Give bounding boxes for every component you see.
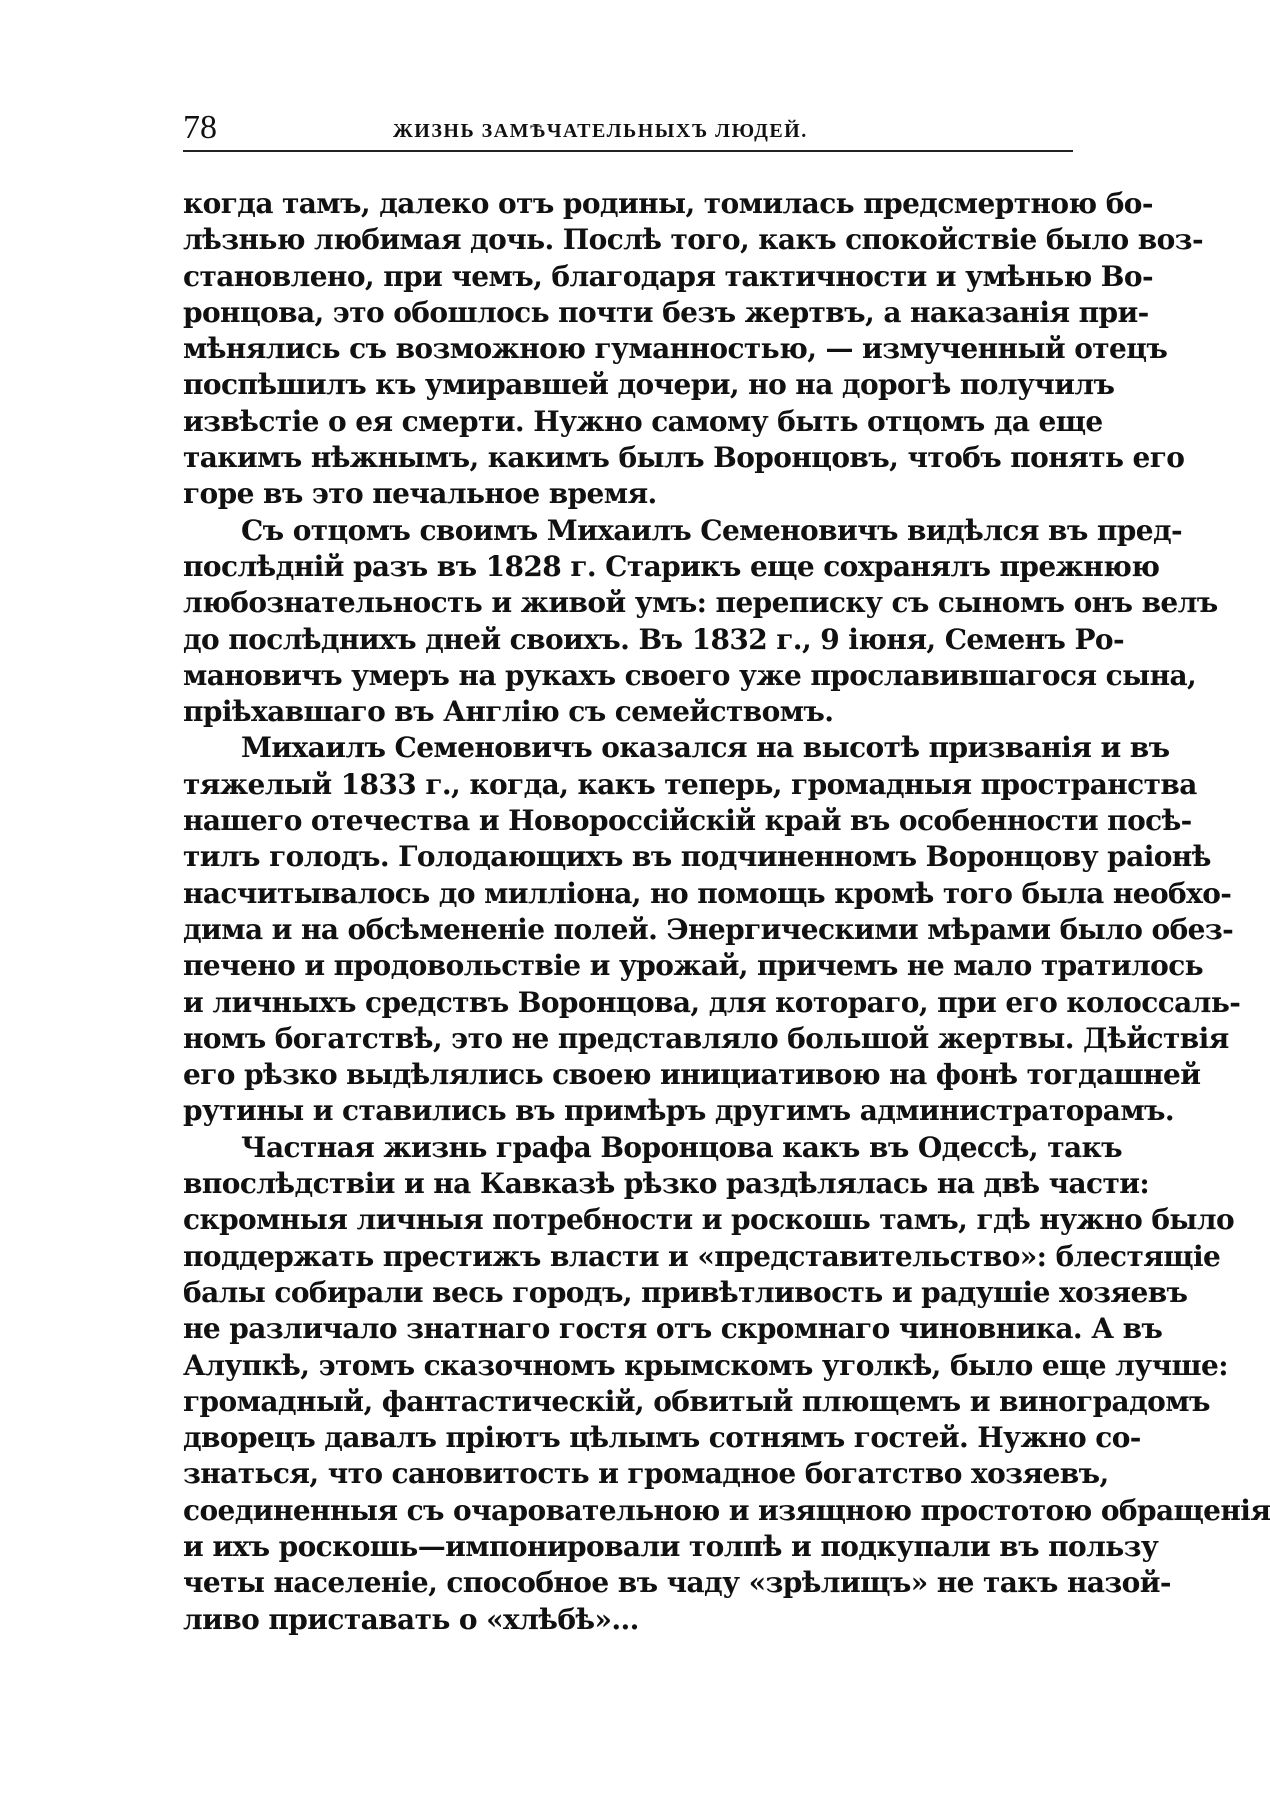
text-line: такимъ нѣжнымъ, какимъ былъ Воронцовъ, чтобъ понять его xyxy=(183,441,1185,475)
text-line: пріѣхавшаго въ Англію съ семействомъ. xyxy=(183,695,834,729)
text-line: Частная жизнь графа Воронцова какъ въ Одессѣ, такъ xyxy=(241,1130,1122,1164)
text-line: балы собирали весь городъ, привѣтливость и радушіе хозяевъ xyxy=(183,1275,1188,1309)
text-line: нашего отечества и Новороссійскій край въ особенности посѣ- xyxy=(183,804,1192,838)
text-line: дворецъ давалъ пріютъ цѣлымъ сотнямъ гостей. Нужно со- xyxy=(183,1421,1141,1455)
text-line: и личныхъ средствъ Воронцова, для котораго, при его колоссаль- xyxy=(183,985,1241,1019)
text-line: горе въ это печальное время. xyxy=(183,477,657,511)
body-text xyxy=(183,186,1270,1638)
text-line: ливо приставать о «хлѣбѣ»... xyxy=(183,1602,639,1636)
text-line: его рѣзко выдѣлялись своею инициативою на фонѣ тогдашней xyxy=(183,1058,1201,1092)
text-line: впослѣдствіи и на Кавказѣ рѣзко раздѣлялась на двѣ части: xyxy=(183,1167,1150,1201)
text-line: послѣдній разъ въ 1828 г. Старикъ еще сохранялъ прежнюю xyxy=(183,549,1160,583)
text-line: поддержать престижъ власти и «представительство»: блестящіе xyxy=(183,1239,1221,1273)
text-line: мѣнялись съ возможною гуманностью, — измученный отецъ xyxy=(183,332,1168,366)
text-line: до послѣднихъ дней своихъ. Въ 1832 г., 9 іюня, Семенъ Ро- xyxy=(183,622,1125,656)
text-line: четы населеніе, способное въ чаду «зрѣлищъ» не такъ назой- xyxy=(183,1566,1171,1600)
text-line: лѣзнью любимая дочь. Послѣ того, какъ спокойствіе было воз- xyxy=(183,223,1203,257)
text-line: любознательность и живой умъ: переписку съ сыномъ онъ велъ xyxy=(183,586,1218,620)
text-line: тяжелый 1833 г., когда, какъ теперь, громадныя пространства xyxy=(183,767,1197,801)
text-line: номъ богатствѣ, это не представляло большой жертвы. Дѣйствія xyxy=(183,1021,1229,1055)
text-line: ронцова, это обошлось почти безъ жертвъ, а наказанія при- xyxy=(183,295,1149,329)
text-line: соединенныя съ очаровательною и изящною простотою обращенія xyxy=(183,1493,1270,1527)
text-line: скромныя личныя потребности и роскошь тамъ, гдѣ нужно было xyxy=(183,1203,1235,1237)
text-line: когда тамъ, далеко отъ родины, томилась предсмертною бо- xyxy=(183,187,1153,220)
text-line: Михаилъ Семеновичъ оказался на высотѣ призванія и въ xyxy=(241,731,1170,765)
text-line: становлено, при чемъ, благодаря тактичности и умѣнью Во- xyxy=(183,259,1153,293)
page-header xyxy=(183,108,1073,152)
header-rule xyxy=(183,150,1073,152)
text-line: поспѣшилъ къ умиравшей дочери, но на дорогѣ получилъ xyxy=(183,368,1115,402)
text-line: печено и продовольствіе и урожай, причемъ не мало тратилось xyxy=(183,949,1204,983)
text-line: не различало знатнаго гостя отъ скромнаго чиновника. А въ xyxy=(183,1312,1163,1346)
text-line: Съ отцомъ своимъ Михаилъ Семеновичъ видѣлся въ пред- xyxy=(241,513,1183,547)
text-line: дима и на обсѣмененіе полей. Энергическими мѣрами было обез- xyxy=(183,912,1234,946)
text-line: знаться, что сановитость и громадное богатство хозяевъ, xyxy=(183,1457,1109,1491)
text-line: тилъ голодъ. Голодающихъ въ подчиненномъ Воронцову раіонѣ xyxy=(183,840,1211,874)
text-line: мановичъ умеръ на рукахъ своего уже прославившагося сына, xyxy=(183,658,1197,692)
page-number: 78 xyxy=(183,109,217,146)
text-line: и ихъ роскошь—импонировали толпѣ и подкупали въ пользу xyxy=(183,1529,1159,1563)
running-title: ЖИЗНЬ ЗАМѢЧАТЕЛЬНЫХЪ ЛЮДЕЙ. xyxy=(393,120,808,142)
text-line: насчитывалось до милліона, но помощь кромѣ того была необхо- xyxy=(183,876,1232,910)
text-line: извѣстіе о ея смерти. Нужно самому быть отцомъ да еще xyxy=(183,404,1103,438)
text-line: Алупкѣ, этомъ сказочномъ крымскомъ уголкѣ, было еще лучше: xyxy=(183,1348,1228,1382)
text-line: рутины и ставились въ примѣръ другимъ администраторамъ. xyxy=(183,1094,1175,1128)
text-line: громадный, фантастическій, обвитый плющемъ и виноградомъ xyxy=(183,1384,1210,1418)
